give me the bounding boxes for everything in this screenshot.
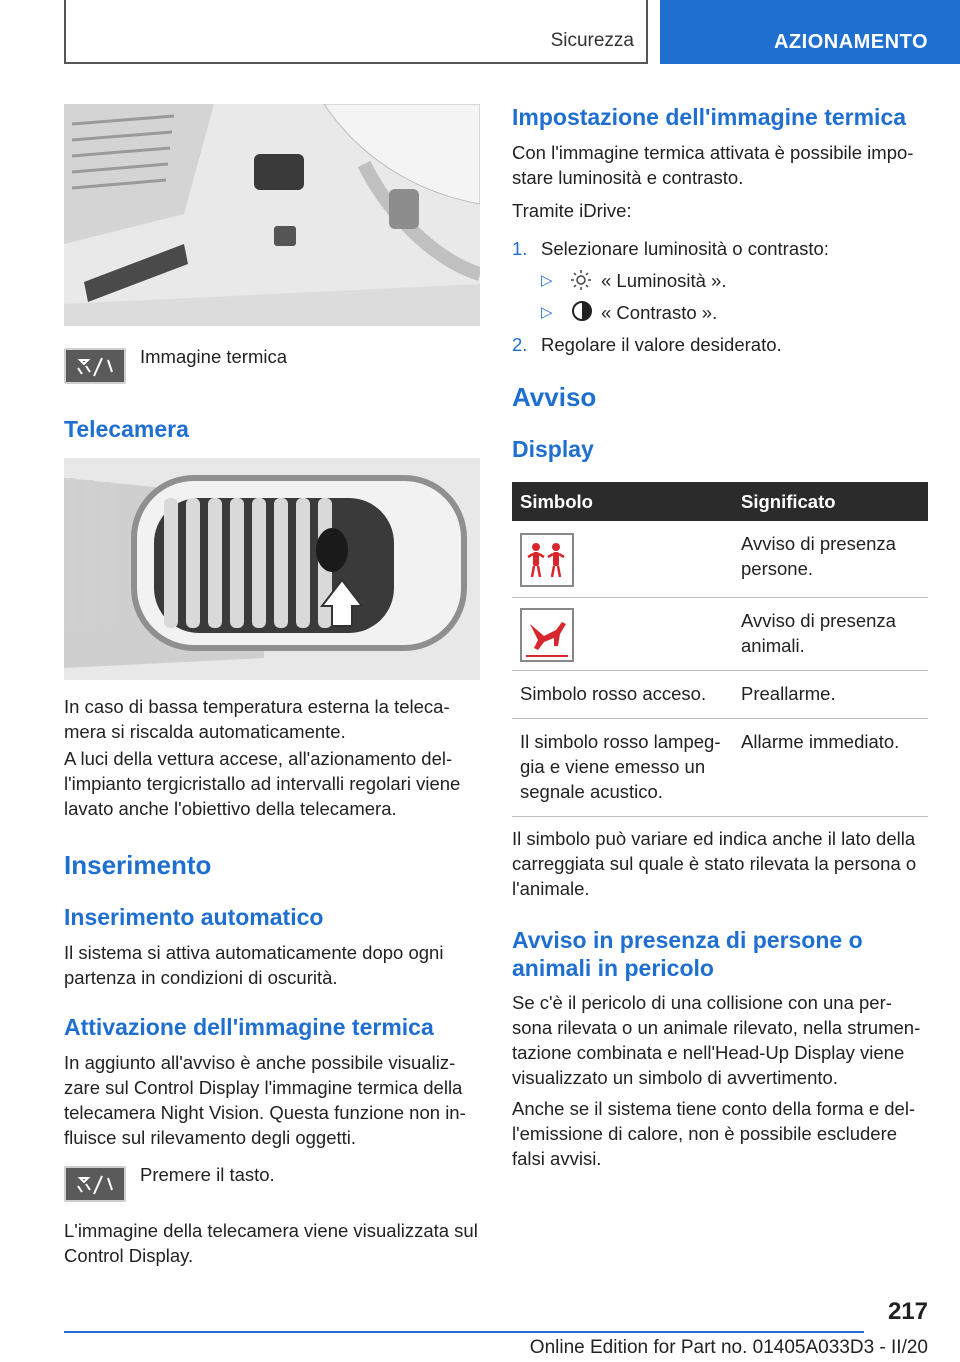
heading-pericolo: Avviso in presenza di persone o animali in pericolo	[512, 927, 863, 981]
header-section-label: Sicurezza	[550, 30, 634, 51]
footer-edition: Online Edition for Part no. 01405A033D3 - II/20	[529, 1337, 928, 1358]
thermal-button-icon	[64, 1166, 126, 1202]
sub-bullet-1: ▷	[541, 272, 553, 289]
table-header-simbolo: Simbolo	[512, 482, 733, 521]
table-header-significato: Significato	[733, 482, 928, 521]
header-tab-label: AZIONAMENTO	[773, 31, 928, 53]
caption-thermal-image: Immagine termica	[140, 346, 288, 367]
heading-attivazione: Attivazione dell'immagine termica	[64, 1014, 434, 1040]
heading-avviso: Avviso	[512, 382, 597, 412]
thermal-image-button-icon	[64, 348, 126, 384]
animal-warning-icon	[520, 608, 574, 662]
persons-warning-icon	[520, 533, 574, 587]
heading-impostazione: Impostazione dell'immagine termica	[512, 104, 907, 130]
table-row	[512, 521, 928, 598]
contrast-icon	[571, 300, 593, 322]
paragraph-inserimento-automatico: Il sistema si attiva automaticamente dopo ogni partenza in condizioni di oscurità.	[64, 942, 444, 988]
paragraph-simbolo: Il simbolo può variare ed indica anche il lato della carreggiata sul quale è stato rilevata la persona o l'animale.	[512, 828, 917, 899]
paragraph-pericolo-1: Se c'è il pericolo di una collisione con una per-sona rilevata o un animale rilevato, nella strumen-tazione combinata e nell'Head-Up Display viene visualizzato un simbolo di avvertimento.	[512, 992, 921, 1088]
paragraph-pericolo-2: Anche se il sistema tiene conto della forma e del-l'emissione di calore, non è possibile escludere falsi avvisi.	[512, 1098, 916, 1169]
footer-divider	[64, 1331, 864, 1333]
sub-item-contrasto: « Contrasto ».	[601, 302, 718, 323]
table-row	[512, 598, 928, 671]
step-1-number: 1.	[512, 238, 528, 259]
row3-meaning: Preallarme.	[733, 671, 928, 719]
heading-display: Display	[512, 436, 594, 462]
row4-meaning: Allarme immediato.	[733, 719, 928, 817]
symbol-table	[512, 482, 928, 817]
header-tab[interactable]	[660, 0, 960, 64]
paragraph-tramite: Tramite iDrive:	[512, 200, 632, 221]
step-2-text: Regolare il valore desiderato.	[541, 334, 782, 355]
dashboard-photo	[64, 104, 480, 326]
heading-telecamera: Telecamera	[64, 416, 189, 442]
row1-meaning: Avviso di presenza persone.	[733, 521, 928, 598]
sub-item-luminosita: « Luminosità ».	[601, 270, 727, 291]
heading-inserimento: Inserimento	[64, 850, 212, 880]
page-number: 217	[887, 1298, 928, 1325]
paragraph-telecamera-2: A luci della vettura accese, all'azionamento del-l'impianto tergicristallo ad intervalli regolari viene lavato anche l'obiettivo della telecamera.	[64, 748, 461, 819]
table-row	[512, 719, 928, 817]
heading-inserimento-automatico: Inserimento automatico	[64, 904, 324, 930]
paragraph-impostazione: Con l'immagine termica attivata è possibile impo-stare luminosità e contrasto.	[512, 142, 914, 188]
row2-meaning: Avviso di presenza animali.	[733, 598, 928, 671]
caption-press-button: Premere il tasto.	[140, 1164, 275, 1185]
brightness-icon	[571, 270, 591, 290]
grille-camera-photo	[64, 458, 480, 680]
sub-bullet-2: ▷	[541, 304, 553, 321]
step-1-text: Selezionare luminosità o contrasto:	[541, 238, 829, 259]
row4-symbol: Il simbolo rosso lampeg-gia e viene emesso un segnale acustico.	[512, 719, 733, 817]
step-2-number: 2.	[512, 334, 528, 355]
paragraph-final: L'immagine della telecamera viene visualizzata sul Control Display.	[64, 1220, 478, 1266]
paragraph-telecamera-1: In caso di bassa temperatura esterna la teleca-mera si riscalda automaticamente.	[64, 696, 450, 742]
header-section-box	[64, 0, 648, 64]
paragraph-attivazione: In aggiunto all'avviso è anche possibile visualiz-zare sul Control Display l'immagine termica della telecamera Night Vision. Questa funzione non in-fluisce sul rilevamento degli oggetti.	[64, 1052, 466, 1148]
table-row	[512, 671, 928, 719]
row3-symbol: Simbolo rosso acceso.	[512, 671, 733, 719]
